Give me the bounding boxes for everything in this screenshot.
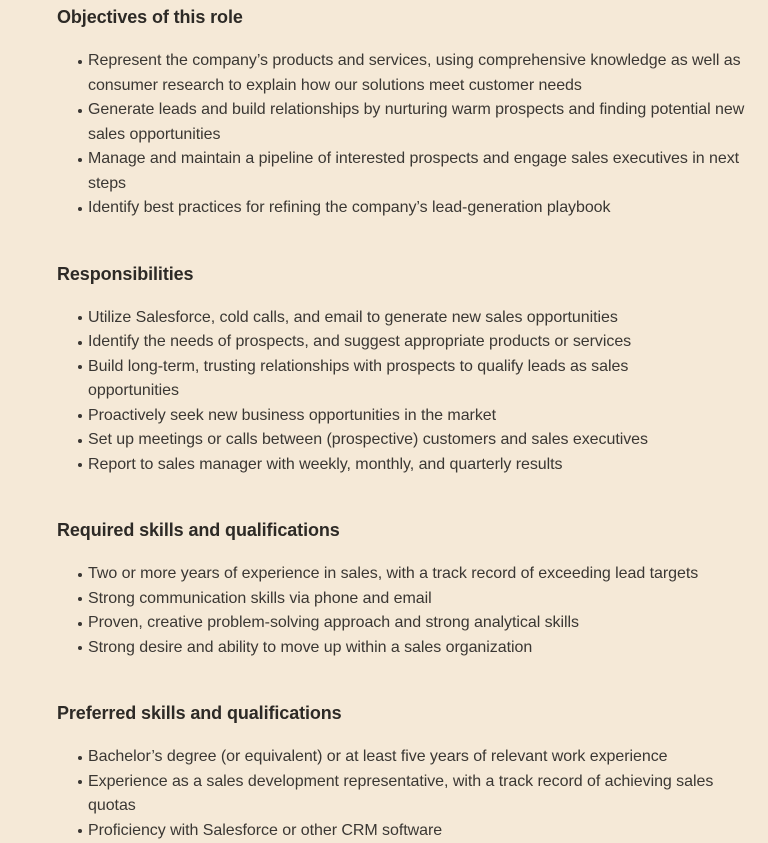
section-heading-objectives: Objectives of this role <box>57 0 748 29</box>
list-item: Experience as a sales development representative, with a track record of achieving sales quotas <box>57 770 748 819</box>
section-heading-responsibilities: Responsibilities <box>57 221 748 286</box>
section-heading-preferred-skills: Preferred skills and qualifications <box>57 660 748 725</box>
list-item: Utilize Salesforce, cold calls, and email to generate new sales opportunities <box>57 306 703 331</box>
section-required-skills <box>57 477 748 660</box>
list-item: Identify the needs of prospects, and suggest appropriate products or services <box>57 330 703 355</box>
list-item: Identify best practices for refining the company’s lead-generation playbook <box>57 196 748 221</box>
list-item: Manage and maintain a pipeline of interested prospects and engage sales executives in next steps <box>57 147 748 196</box>
required-skills-list <box>57 542 748 660</box>
list-item: Strong communication skills via phone and email <box>57 587 748 612</box>
list-item: Report to sales manager with weekly, monthly, and quarterly results <box>57 453 703 478</box>
section-responsibilities <box>57 221 748 478</box>
list-item: Generate leads and build relationships by nurturing warm prospects and finding potential new sales opportunities <box>57 98 748 147</box>
list-item: Proficiency with Salesforce or other CRM software <box>57 819 748 843</box>
list-item: Two or more years of experience in sales, with a track record of exceeding lead targets <box>57 562 748 587</box>
section-preferred-skills <box>57 660 748 843</box>
section-objectives <box>57 0 748 221</box>
list-item: Strong desire and ability to move up within a sales organization <box>57 636 748 661</box>
list-item: Proactively seek new business opportunities in the market <box>57 404 703 429</box>
list-item: Proven, creative problem-solving approach and strong analytical skills <box>57 611 748 636</box>
responsibilities-list <box>57 286 748 478</box>
list-item: Bachelor’s degree (or equivalent) or at least five years of relevant work experience <box>57 745 748 770</box>
list-item: Set up meetings or calls between (prospective) customers and sales executives <box>57 428 703 453</box>
section-heading-required-skills: Required skills and qualifications <box>57 477 748 542</box>
objectives-list <box>57 29 748 221</box>
list-item: Represent the company’s products and services, using comprehensive knowledge as well as consumer research to explain how our solutions meet customer needs <box>57 49 748 98</box>
list-item: Build long-term, trusting relationships with prospects to qualify leads as sales opportunities <box>57 355 703 404</box>
preferred-skills-list <box>57 725 748 843</box>
